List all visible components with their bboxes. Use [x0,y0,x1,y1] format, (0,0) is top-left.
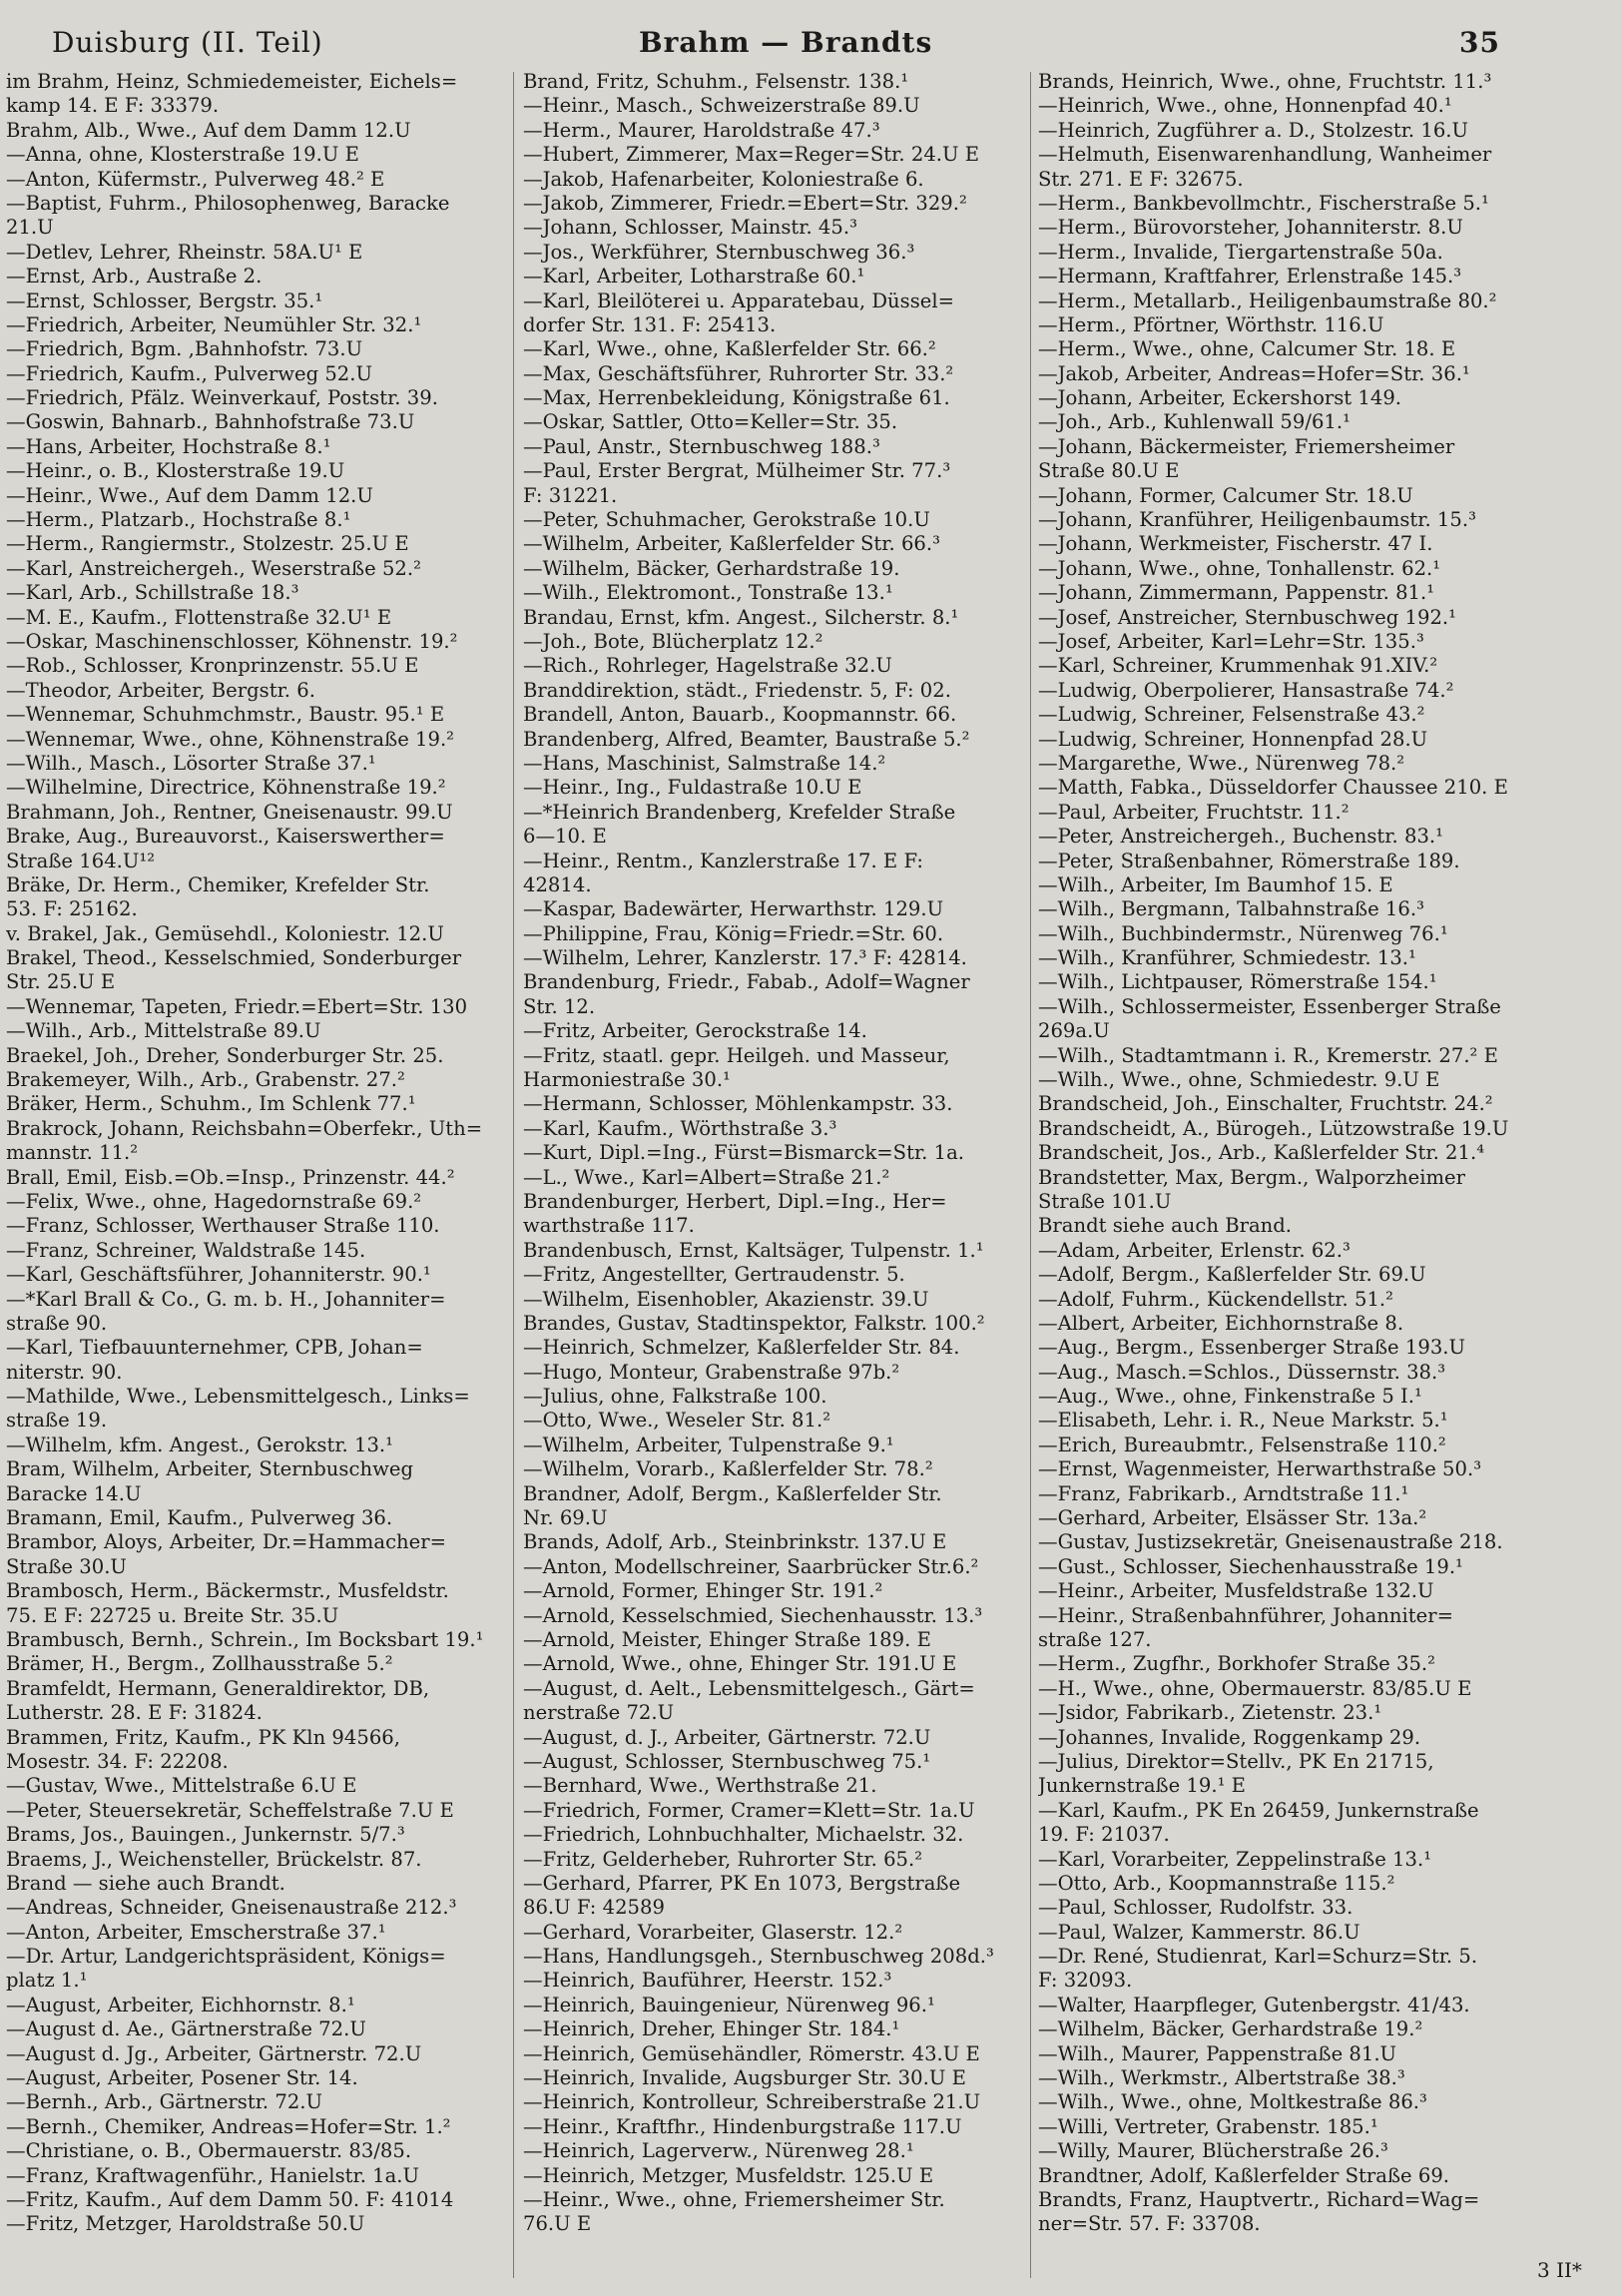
directory-entry-line: —Heinr., Wwe., Auf dem Damm 12.U [6,483,373,507]
directory-entry-line: —Oskar, Sattler, Otto=Keller=Str. 35. [523,410,898,434]
directory-entry-line: Brakel, Theod., Kesselschmied, Sonderburger [6,946,462,970]
directory-entry-line: —Karl, Vorarbeiter, Zeppelinstraße 13.¹ [1038,1847,1432,1871]
directory-entry-line: —Wennemar, Tapeten, Friedr.=Ebert=Str. 130 [6,994,468,1018]
directory-entry-line: Brandes, Gustav, Stadtinspektor, Falkstr. 100.² [523,1311,985,1335]
directory-entry-line: —Adolf, Bergm., Kaßlerfelder Str. 69.U [1038,1263,1426,1287]
directory-entry-line: —Wilhelm, Lehrer, Kanzlerstr. 17.³ F: 42814. [523,946,967,970]
directory-entry-line: 6—10. E [523,825,607,849]
directory-entry-line: —Margarethe, Wwe., Nürenweg 78.² [1038,751,1405,775]
directory-entry-line: —Karl, Arbeiter, Lotharstraße 60.¹ [523,265,865,288]
directory-entry-line: —Franz, Schreiner, Waldstraße 145. [6,1238,366,1262]
directory-entry-line: Brandner, Adolf, Bergm., Kaßlerfelder Str. [523,1481,942,1505]
directory-entry-line: Straße 164.U¹² [6,849,156,872]
directory-entry-line: —Hans, Maschinist, Salmstraße 14.² [523,751,886,775]
directory-entry-line: —August, d. J., Arbeiter, Gärtnerstr. 72.U [523,1725,931,1749]
directory-entry-line: —Joh., Arb., Kuhlenwall 59/61.¹ [1038,410,1351,434]
directory-entry-line: —Fritz, Angestellter, Gertraudenstr. 5. [523,1263,905,1287]
directory-entry-line: —Elisabeth, Lehr. i. R., Neue Markstr. 5.¹ [1038,1409,1448,1433]
directory-column-3 [1038,70,1613,2246]
directory-entry-line: —Herm., Rangiermstr., Stolzestr. 25.U E [6,532,409,556]
directory-entry-line: —Baptist, Fuhrm., Philosophenweg, Baracke [6,191,450,215]
directory-entry-line: —Bernh., Chemiker, Andreas=Hofer=Str. 1.² [6,2114,451,2138]
directory-entry-line: —Arnold, Wwe., ohne, Ehinger Str. 191.U E [523,1652,957,1676]
directory-entry-line: Straße 30.U [6,1554,127,1578]
directory-entry-line: —August, Arbeiter, Eichhornstr. 8.¹ [6,1993,355,2016]
directory-entry-line: Harmoniestraße 30.¹ [523,1068,731,1092]
directory-entry-line: —L., Wwe., Karl=Albert=Straße 21.² [523,1165,890,1189]
directory-entry-line: —Aug., Masch.=Schlos., Düssernstr. 38.³ [1038,1360,1446,1384]
directory-entry-line: —Albert, Arbeiter, Eichhornstraße 8. [1038,1311,1404,1335]
directory-entry-line: —Wilh., Wwe., ohne, Moltkestraße 86.³ [1038,2090,1427,2114]
directory-entry-line: —Friedrich, Arbeiter, Neumühler Str. 32.¹ [6,312,422,336]
directory-entry-line: —*Karl Brall & Co., G. m. b. H., Johanniter= [6,1287,446,1311]
directory-entry-line: —August d. Jg., Arbeiter, Gärtnerstr. 72.U [6,2041,422,2065]
directory-entry-line: —Karl, Wwe., ohne, Kaßlerfelder Str. 66.² [523,337,936,361]
directory-entry-line: —H., Wwe., ohne, Obermauerstr. 83/85.U E [1038,1676,1472,1700]
directory-entry-line: —Hans, Arbeiter, Hochstraße 8.¹ [6,434,331,458]
directory-entry-line: —Karl, Arb., Schillstraße 18.³ [6,581,299,605]
directory-entry-line: —Arnold, Meister, Ehinger Straße 189. E [523,1628,931,1651]
directory-entry-line: —Herm., Zugfhr., Borkhofer Straße 35.² [1038,1652,1436,1676]
directory-entry-line: Brandau, Ernst, kfm. Angest., Silcherstr. 8.¹ [523,605,959,629]
directory-entry-line: —Heinrich, Gemüsehändler, Römerstr. 43.U E [523,2041,980,2065]
directory-entry-line: —M. E., Kaufm., Flottenstraße 32.U¹ E [6,605,392,629]
directory-entry-line: —Wilh., Maurer, Pappenstraße 81.U [1038,2041,1397,2065]
directory-entry-line: —Gust., Schlosser, Siechenhausstraße 19.¹ [1038,1554,1463,1578]
directory-entry-line: —Johann, Werkmeister, Fischerstr. 47 I. [1038,532,1433,556]
directory-entry-line: straße 90. [6,1311,108,1335]
directory-entry-line: —Adolf, Fuhrm., Kückendellstr. 51.² [1038,1287,1393,1311]
directory-entry-line: Brake, Aug., Bureauvorst., Kaiserswerther= [6,825,445,849]
directory-entry-line: —Paul, Erster Bergrat, Mülheimer Str. 77.³ [523,459,951,483]
directory-entry-line: F: 32093. [1038,1969,1133,1993]
directory-entry-line: —Julius, Direktor=Stellv., PK En 21715, [1038,1749,1434,1773]
directory-entry-line: —Jos., Werkführer, Sternbuschweg 36.³ [523,240,915,264]
directory-entry-line: —Erich, Bureaubmtr., Felsenstraße 110.² [1038,1433,1446,1456]
directory-entry-line: —Gerhard, Pfarrer, PK En 1073, Bergstraße [523,1871,961,1895]
directory-entry-line: —Walter, Haarpfleger, Gutenbergstr. 41/43. [1038,1993,1470,2016]
directory-entry-line: —Wilh., Kranführer, Schmiedestr. 13.¹ [1038,946,1416,970]
directory-entry-line: —Karl, Schreiner, Krummenhak 91.XIV.² [1038,654,1438,678]
directory-entry-line: —Bernh., Arb., Gärtnerstr. 72.U [6,2090,323,2114]
directory-entry-line: straße 127. [1038,1628,1152,1651]
directory-entry-line: —Heinr., Ing., Fuldastraße 10.U E [523,776,862,800]
directory-entry-line: Straße 80.U E [1038,459,1180,483]
directory-entry-line: —Paul, Anstr., Sternbuschweg 188.³ [523,434,880,458]
directory-entry-line: —Heinr., Kraftfhr., Hindenburgstraße 117.U [523,2114,962,2138]
directory-entry-line: Nr. 69.U [523,1506,608,1530]
directory-entry-line: —Heinrich, Kontrolleur, Schreiberstraße 21.U [523,2090,981,2114]
directory-entry-line: —Johann, Bäckermeister, Friemersheimer [1038,434,1455,458]
directory-entry-line: —Karl, Tiefbauunternehmer, CPB, Johan= [6,1336,423,1360]
directory-entry-line: —Heinrich, Dreher, Ehinger Str. 184.¹ [523,2017,900,2041]
directory-entry-line: —Heinr., o. B., Klosterstraße 19.U [6,459,345,483]
directory-entry-line: —Johann, Schlosser, Mainstr. 45.³ [523,216,857,240]
directory-entry-line: —Andreas, Schneider, Gneisenaustraße 212.³ [6,1896,457,1920]
directory-entry-line: Brandt siehe auch Brand. [1038,1214,1293,1238]
directory-entry-line: —Ludwig, Oberpolierer, Hansastraße 74.² [1038,678,1454,702]
directory-entry-line: Str. 25.U E [6,970,116,994]
directory-entry-line: Brambor, Aloys, Arbeiter, Dr.=Hammacher= [6,1530,447,1554]
directory-entry-line: 75. E F: 22725 u. Breite Str. 35.U [6,1603,339,1627]
directory-entry-line: —Matth, Fabka., Düsseldorfer Chaussee 210. E [1038,776,1508,800]
directory-entry-line: —Karl, Anstreichergeh., Weserstraße 52.² [6,556,421,580]
directory-entry-line: 21.U [6,216,54,240]
directory-entry-line: platz 1.¹ [6,1969,88,1993]
directory-entry-line: —Max, Geschäftsführer, Ruhrorter Str. 33.² [523,361,954,385]
directory-entry-line: —Wilhelm, Arbeiter, Tulpenstraße 9.¹ [523,1433,894,1456]
directory-entry-line: —Goswin, Bahnarb., Bahnhofstraße 73.U [6,410,415,434]
directory-entry-line: Junkernstraße 19.¹ E [1038,1774,1246,1798]
directory-entry-line: —Philippine, Frau, König=Friedr.=Str. 60. [523,921,944,945]
directory-entry-line: kamp 14. E F: 33379. [6,94,220,118]
directory-entry-line: —Anton, Küfermstr., Pulverweg 48.² E [6,167,385,191]
directory-column-1 [6,70,505,2246]
directory-entry-line: —Peter, Steuersekretär, Scheffelstraße 7.U E [6,1798,454,1822]
directory-entry-line: —Kurt, Dipl.=Ing., Fürst=Bismarck=Str. 1a. [523,1141,965,1165]
directory-entry-line: —Herm., Platzarb., Hochstraße 8.¹ [6,508,351,532]
directory-entry-line: ner=Str. 57. F: 33708. [1038,2212,1261,2236]
directory-entry-line: —Anton, Modellschreiner, Saarbrücker Str.6.² [523,1554,979,1578]
directory-entry-line: F: 31221. [523,483,618,507]
directory-entry-line: —Willy, Maurer, Blücherstraße 26.³ [1038,2139,1388,2163]
directory-entry-line: —August d. Ae., Gärtnerstraße 72.U [6,2017,366,2041]
directory-entry-line: —Heinrich, Invalide, Augsburger Str. 30.U E [523,2066,966,2090]
directory-entry-line: Brand — siehe auch Brandt. [6,1871,285,1895]
directory-entry-line: Brambosch, Herm., Bäckermstr., Musfeldstr. [6,1579,449,1603]
directory-entry-line: Brand, Fritz, Schuhm., Felsenstr. 138.¹ [523,70,909,93]
directory-entry-line: im Brahm, Heinz, Schmiedemeister, Eichels= [6,70,458,93]
directory-entry-line: —Fritz, Kaufm., Auf dem Damm 50. F: 41014 [6,2187,454,2211]
directory-entry-line: Brands, Adolf, Arb., Steinbrinkstr. 137.U E [523,1530,947,1554]
directory-entry-line: —Wilh., Arbeiter, Im Baumhof 15. E [1038,872,1393,896]
directory-entry-line: —Johannes, Invalide, Roggenkamp 29. [1038,1725,1421,1749]
directory-entry-line: Brands, Heinrich, Wwe., ohne, Fruchtstr. 11.³ [1038,70,1492,93]
directory-entry-line: —Heinrich, Zugführer a. D., Stolzestr. 16.U [1038,118,1469,142]
directory-entry-line: —Josef, Arbeiter, Karl=Lehr=Str. 135.³ [1038,629,1424,653]
directory-entry-line: —Paul, Walzer, Kammerstr. 86.U [1038,1920,1360,1944]
directory-entry-line: —Gustav, Justizsekretär, Gneisenaustraße 218. [1038,1530,1503,1554]
directory-entry-line: —Otto, Wwe., Weseler Str. 81.² [523,1409,831,1433]
directory-entry-line: —Oskar, Maschinenschlosser, Köhnenstr. 19.² [6,629,458,653]
directory-entry-line: Str. 271. E F: 32675. [1038,167,1244,191]
directory-entry-line: Baracke 14.U [6,1481,142,1505]
directory-entry-line: Brakrock, Johann, Reichsbahn=Oberfekr., Uth= [6,1116,483,1140]
directory-entry-line: —Franz, Fabrikarb., Arndtstraße 11.¹ [1038,1481,1409,1505]
directory-entry-line: Bramfeldt, Hermann, Generaldirektor, DB, [6,1676,430,1700]
directory-entry-line: —Franz, Schlosser, Werthauser Straße 110. [6,1214,440,1238]
directory-entry-line: —Bernhard, Wwe., Werthstraße 21. [523,1774,877,1798]
directory-entry-line: —Ernst, Wagenmeister, Herwarthstraße 50.³ [1038,1457,1482,1481]
directory-entry-line: —Wilh., Bergmann, Talbahnstraße 16.³ [1038,897,1424,921]
directory-entry-line: —Anton, Arbeiter, Emscherstraße 37.¹ [6,1920,386,1944]
page-signature: 3 II* [1537,2258,1582,2282]
directory-entry-line: —Wilhelmine, Directrice, Köhnenstraße 19.² [6,776,446,800]
directory-column-2 [523,70,1022,2246]
directory-entry-line: —Wilh., Arb., Mittelstraße 89.U [6,1019,321,1043]
directory-entry-line: —Hans, Handlungsgeh., Sternbuschweg 208d.³ [523,1945,994,1969]
directory-entry-line: —Heinrich, Schmelzer, Kaßlerfelder Str. 84. [523,1336,960,1360]
directory-entry-line: Brahm, Alb., Wwe., Auf dem Damm 12.U [6,118,411,142]
directory-entry-line: —Karl, Kaufm., Wörthstraße 3.³ [523,1116,837,1140]
directory-entry-line: —Kaspar, Badewärter, Herwarthstr. 129.U [523,897,944,921]
directory-entry-line: Mosestr. 34. F: 22208. [6,1749,229,1773]
directory-entry-line: —Detlev, Lehrer, Rheinstr. 58A.U¹ E [6,240,363,264]
directory-entry-line: —Friedrich, Bgm. ,Bahnhofstr. 73.U [6,337,363,361]
directory-entry-line: Straße 101.U [1038,1189,1172,1213]
directory-entry-line: Bräke, Dr. Herm., Chemiker, Krefelder Str. [6,872,430,896]
directory-entry-line: Brandscheit, Jos., Arb., Kaßlerfelder Str. 21.⁴ [1038,1141,1485,1165]
directory-entry-line: Brakemeyer, Wilh., Arb., Grabenstr. 27.² [6,1068,405,1092]
directory-entry-line: —Friedrich, Former, Cramer=Klett=Str. 1a.U [523,1798,975,1822]
directory-entry-line: warthstraße 117. [523,1214,695,1238]
directory-entry-line: —Hermann, Schlosser, Möhlenkampstr. 33. [523,1092,953,1116]
directory-entry-line: —Peter, Anstreichergeh., Buchenstr. 83.¹ [1038,825,1443,849]
directory-entry-line: —Aug., Bergm., Essenberger Straße 193.U [1038,1336,1466,1360]
directory-entry-line: —Jakob, Arbeiter, Andreas=Hofer=Str. 36.¹ [1038,361,1470,385]
directory-entry-line: —Herm., Invalide, Tiergartenstraße 50a. [1038,240,1443,264]
directory-entry-line: 53. F: 25162. [6,897,138,921]
directory-entry-line: —Arnold, Former, Ehinger Str. 191.² [523,1579,883,1603]
directory-entry-line: —Gustav, Wwe., Mittelstraße 6.U E [6,1774,357,1798]
directory-entry-line: nerstraße 72.U [523,1701,675,1725]
column-rule [1030,72,1031,2278]
directory-entry-line: —Heinrich, Lagerverw., Nürenweg 28.¹ [523,2139,914,2163]
directory-entry-line: 76.U E [523,2212,592,2236]
directory-entry-line: —Helmuth, Eisenwarenhandlung, Wanheimer [1038,143,1492,167]
directory-entry-line: —Ludwig, Schreiner, Honnenpfad 28.U [1038,727,1428,751]
directory-entry-line: Branddirektion, städt., Friedenstr. 5, F: 02. [523,678,951,702]
directory-entry-line: —Wilhelm, kfm. Angest., Gerokstr. 13.¹ [6,1433,394,1456]
directory-entry-line: Brandscheid, Joh., Einschalter, Fruchtstr. 24.² [1038,1092,1493,1116]
directory-entry-line: —Wilhelm, Bäcker, Gerhardstraße 19. [523,556,900,580]
directory-entry-line: Brandscheidt, A., Bürogeh., Lützowstraße 19.U [1038,1116,1509,1140]
directory-entry-line: Brandenburg, Friedr., Fabab., Adolf=Wagner [523,970,970,994]
directory-entry-line: Brämer, H., Bergm., Zollhausstraße 5.² [6,1652,393,1676]
directory-entry-line: —Heinr., Rentm., Kanzlerstraße 17. E F: [523,849,923,872]
directory-entry-line: —Otto, Arb., Koopmannstraße 115.² [1038,1871,1395,1895]
directory-entry-line: —Jsidor, Fabrikarb., Zietenstr. 23.¹ [1038,1701,1382,1725]
page-header [0,0,1621,70]
directory-entry-line: —Heinr., Wwe., ohne, Friemersheimer Str. [523,2187,945,2211]
directory-entry-line: Braekel, Joh., Dreher, Sonderburger Str. 25. [6,1043,444,1067]
directory-entry-line: —Herm., Bürovorsteher, Johanniterstr. 8.U [1038,216,1463,240]
directory-entry-line: —Max, Herrenbekleidung, Königstraße 61. [523,386,950,410]
directory-entry-line: —Ludwig, Schreiner, Felsenstraße 43.² [1038,703,1425,727]
directory-entry-line: Brandtner, Adolf, Kaßlerfelder Straße 69. [1038,2163,1450,2187]
directory-entry-line: —Johann, Zimmermann, Pappenstr. 81.¹ [1038,581,1435,605]
directory-entry-line: —Wilh., Elektromont., Tonstraße 13.¹ [523,581,893,605]
directory-entry-line: —Johann, Former, Calcumer Str. 18.U [1038,483,1413,507]
directory-entry-line: —Wilh., Stadtamtmann i. R., Kremerstr. 27.² E [1038,1043,1498,1067]
directory-entry-line: Brahmann, Joh., Rentner, Gneisenaustr. 99.U [6,800,453,824]
directory-entry-line: —Julius, ohne, Falkstraße 100. [523,1385,827,1409]
directory-entry-line: Brams, Jos., Bauingen., Junkernstr. 5/7.³ [6,1823,405,1847]
directory-entry-line: —Joh., Bote, Blücherplatz 12.² [523,629,823,653]
directory-entry-line: —Karl, Geschäftsführer, Johanniterstr. 90.¹ [6,1263,431,1287]
directory-entry-line: —Adam, Arbeiter, Erlenstr. 62.³ [1038,1238,1351,1262]
directory-entry-line: Bramann, Emil, Kaufm., Pulverweg 36. [6,1506,393,1530]
directory-entry-line: —Heinrich, Bauführer, Heerstr. 152.³ [523,1969,892,1993]
directory-entry-line: —Hubert, Zimmerer, Max=Reger=Str. 24.U E [523,143,980,167]
column-rule [513,72,514,2278]
directory-entry-line: —Dr. René, Studienrat, Karl=Schurz=Str. 5. [1038,1945,1478,1969]
directory-entry-line: —Fritz, staatl. gepr. Heilgeh. und Masseur, [523,1043,950,1067]
directory-entry-line: —Wennemar, Wwe., ohne, Köhnenstraße 19.² [6,727,455,751]
directory-entry-line: —Jakob, Hafenarbeiter, Koloniestraße 6. [523,167,924,191]
directory-entry-line: —Christiane, o. B., Obermauerstr. 83/85. [6,2139,412,2163]
directory-entry-line: Brambusch, Bernh., Schrein., Im Bocksbart 19.¹ [6,1628,484,1651]
directory-entry-line: niterstr. 90. [6,1360,123,1384]
directory-entry-line: Brammen, Fritz, Kaufm., PK Kln 94566, [6,1725,400,1749]
directory-entry-line: —Heinr., Arbeiter, Musfeldstraße 132.U [1038,1579,1434,1603]
directory-entry-line: —Herm., Maurer, Haroldstraße 47.³ [523,118,880,142]
directory-entry-line: Bram, Wilhelm, Arbeiter, Sternbuschweg [6,1457,413,1481]
directory-entry-line: —Fritz, Gelderheber, Ruhrorter Str. 65.² [523,1847,923,1871]
directory-entry-line: —Jakob, Zimmerer, Friedr.=Ebert=Str. 329.² [523,191,967,215]
directory-entry-line: —Heinrich, Wwe., ohne, Honnenpfad 40.¹ [1038,94,1452,118]
directory-entry-line: —Heinr., Straßenbahnführer, Johanniter= [1038,1603,1454,1627]
page-number: 35 [1459,26,1500,59]
directory-entry-line: —Felix, Wwe., ohne, Hagedornstraße 69.² [6,1189,422,1213]
directory-entry-line: —Wilhelm, Eisenhobler, Akazienstr. 39.U [523,1287,929,1311]
directory-entry-line: Brandstetter, Max, Bergm., Walporzheimer [1038,1165,1465,1189]
directory-entry-line: —Ernst, Schlosser, Bergstr. 35.¹ [6,288,323,312]
directory-entry-line: Brandts, Franz, Hauptvertr., Richard=Wag= [1038,2187,1480,2211]
directory-entry-line: —Wilhelm, Arbeiter, Kaßlerfelder Str. 66.³ [523,532,940,556]
directory-entry-line: —Paul, Arbeiter, Fruchtstr. 11.² [1038,800,1350,824]
directory-entry-line: —Friedrich, Lohnbuchhalter, Michaelstr. 32. [523,1823,964,1847]
directory-entry-line: —Fritz, Arbeiter, Gerockstraße 14. [523,1019,867,1043]
directory-entry-line: —Gerhard, Arbeiter, Elsässer Str. 13a.² [1038,1506,1427,1530]
directory-entry-line: —Hugo, Monteur, Grabenstraße 97b.² [523,1360,900,1384]
directory-entry-line: —Ernst, Arb., Austraße 2. [6,265,263,288]
directory-entry-line: Brandenberg, Alfred, Beamter, Baustraße 5.² [523,727,970,751]
directory-entry-line: —Franz, Kraftwagenführ., Hanielstr. 1a.U [6,2163,420,2187]
directory-entry-line: —Heinr., Masch., Schweizerstraße 89.U [523,94,920,118]
directory-entry-line: —Karl, Bleilöterei u. Apparatebau, Düssel= [523,288,955,312]
directory-entry-line: —Peter, Schuhmacher, Gerokstraße 10.U [523,508,930,532]
directory-entry-line: —Paul, Schlosser, Rudolfstr. 33. [1038,1896,1353,1920]
directory-entry-line: —August, Schlosser, Sternbuschweg 75.¹ [523,1749,931,1773]
directory-entry-line: —Herm., Pförtner, Wörthstr. 116.U [1038,312,1384,336]
directory-entry-line: —Dr. Artur, Landgerichtspräsident, Königs= [6,1945,446,1969]
directory-entry-line: —Friedrich, Pfälz. Weinverkauf, Poststr. 39. [6,386,438,410]
directory-entry-line: Brall, Emil, Eisb.=Ob.=Insp., Prinzenstr. 44.² [6,1165,455,1189]
directory-entry-line: —Aug., Wwe., ohne, Finkenstraße 5 I.¹ [1038,1385,1422,1409]
directory-entry-line: —Wilh., Werkmstr., Albertstraße 38.³ [1038,2066,1405,2090]
directory-entry-line: —Johann, Kranführer, Heiligenbaumstr. 15.³ [1038,508,1476,532]
directory-entry-line: Lutherstr. 28. E F: 31824. [6,1701,263,1725]
directory-entry-line: —Willi, Vertreter, Grabenstr. 185.¹ [1038,2114,1378,2138]
directory-entry-line: —Peter, Straßenbahner, Römerstraße 189. [1038,849,1460,872]
directory-entry-line: mannstr. 11.² [6,1141,139,1165]
directory-entry-line: —Josef, Anstreicher, Sternbuschweg 192.¹ [1038,605,1456,629]
directory-entry-line: —Fritz, Metzger, Haroldstraße 50.U [6,2212,365,2236]
directory-entry-line: —Wennemar, Schuhmchmstr., Baustr. 95.¹ E [6,703,445,727]
directory-entry-line: —Karl, Kaufm., PK En 26459, Junkernstraße [1038,1798,1479,1822]
directory-entry-line: —Heinrich, Bauingenieur, Nürenweg 96.¹ [523,1993,935,2016]
directory-entry-line: —August, Arbeiter, Posener Str. 14. [6,2066,358,2090]
directory-entry-line: straße 19. [6,1409,108,1433]
directory-entry-line: —Rich., Rohrleger, Hagelstraße 32.U [523,654,892,678]
directory-entry-line: —Wilh., Masch., Lösorter Straße 37.¹ [6,751,376,775]
directory-entry-line: —Herm., Bankbevollmchtr., Fischerstraße 5.¹ [1038,191,1489,215]
directory-entry-line: —Herm., Wwe., ohne, Calcumer Str. 18. E [1038,337,1456,361]
directory-entry-line: Brandell, Anton, Bauarb., Koopmannstr. 66. [523,703,957,727]
directory-entry-line: —Johann, Arbeiter, Eckershorst 149. [1038,386,1402,410]
directory-entry-line: —August, d. Aelt., Lebensmittelgesch., Gärt= [523,1676,975,1700]
directory-entry-line: —Heinrich, Metzger, Musfeldstr. 125.U E [523,2163,934,2187]
directory-entry-line: Bräker, Herm., Schuhm., Im Schlenk 77.¹ [6,1092,416,1116]
directory-entry-line: —Arnold, Kesselschmied, Siechenhausstr. 13.³ [523,1603,983,1627]
directory-entry-line: —Theodor, Arbeiter, Bergstr. 6. [6,678,315,702]
directory-entry-line: —Wilh., Buchbindermstr., Nürenweg 76.¹ [1038,921,1448,945]
directory-entry-line: Str. 12. [523,994,596,1018]
directory-entry-line: 86.U F: 42589 [523,1896,665,1920]
directory-entry-line: Brandenbusch, Ernst, Kaltsäger, Tulpenstr. 1.¹ [523,1238,984,1262]
directory-entry-line: —Wilh., Schlossermeister, Essenberger Straße [1038,994,1501,1018]
directory-entry-line: —Wilh., Wwe., ohne, Schmiedestr. 9.U E [1038,1068,1440,1092]
directory-entry-line: —Anna, ohne, Klosterstraße 19.U E [6,143,359,167]
directory-entry-line: —Herm., Metallarb., Heiligenbaumstraße 80.² [1038,288,1497,312]
directory-entry-line: —Hermann, Kraftfahrer, Erlenstraße 145.³ [1038,265,1462,288]
directory-entry-line: 269a.U [1038,1019,1110,1043]
header-name-range: Brahm — Brandts [639,26,933,59]
directory-entry-line: v. Brakel, Jak., Gemüsehdl., Koloniestr. 12.U [6,921,444,945]
directory-entry-line: —Mathilde, Wwe., Lebensmittelgesch., Links= [6,1385,470,1409]
directory-entry-line: —Johann, Wwe., ohne, Tonhallenstr. 62.¹ [1038,556,1441,580]
directory-entry-line: 19. F: 21037. [1038,1823,1170,1847]
header-city-section: Duisburg (II. Teil) [52,26,323,59]
directory-entry-line: —Wilh., Lichtpauser, Römerstraße 154.¹ [1038,970,1437,994]
directory-entry-line: —Wilhelm, Vorarb., Kaßlerfelder Str. 78.² [523,1457,933,1481]
directory-entry-line: 42814. [523,872,592,896]
directory-entry-line: —Wilhelm, Bäcker, Gerhardstraße 19.² [1038,2017,1423,2041]
directory-entry-line: —Gerhard, Vorarbeiter, Glaserstr. 12.² [523,1920,903,1944]
directory-entry-line: Braems, J., Weichensteller, Brückelstr. 87. [6,1847,422,1871]
directory-entry-line: —Friedrich, Kaufm., Pulverweg 52.U [6,361,373,385]
directory-entry-line: Brandenburger, Herbert, Dipl.=Ing., Her= [523,1189,947,1213]
directory-entry-line: —*Heinrich Brandenberg, Krefelder Straße [523,800,956,824]
directory-entry-line: dorfer Str. 131. F: 25413. [523,312,777,336]
directory-entry-line: —Rob., Schlosser, Kronprinzenstr. 55.U E [6,654,419,678]
